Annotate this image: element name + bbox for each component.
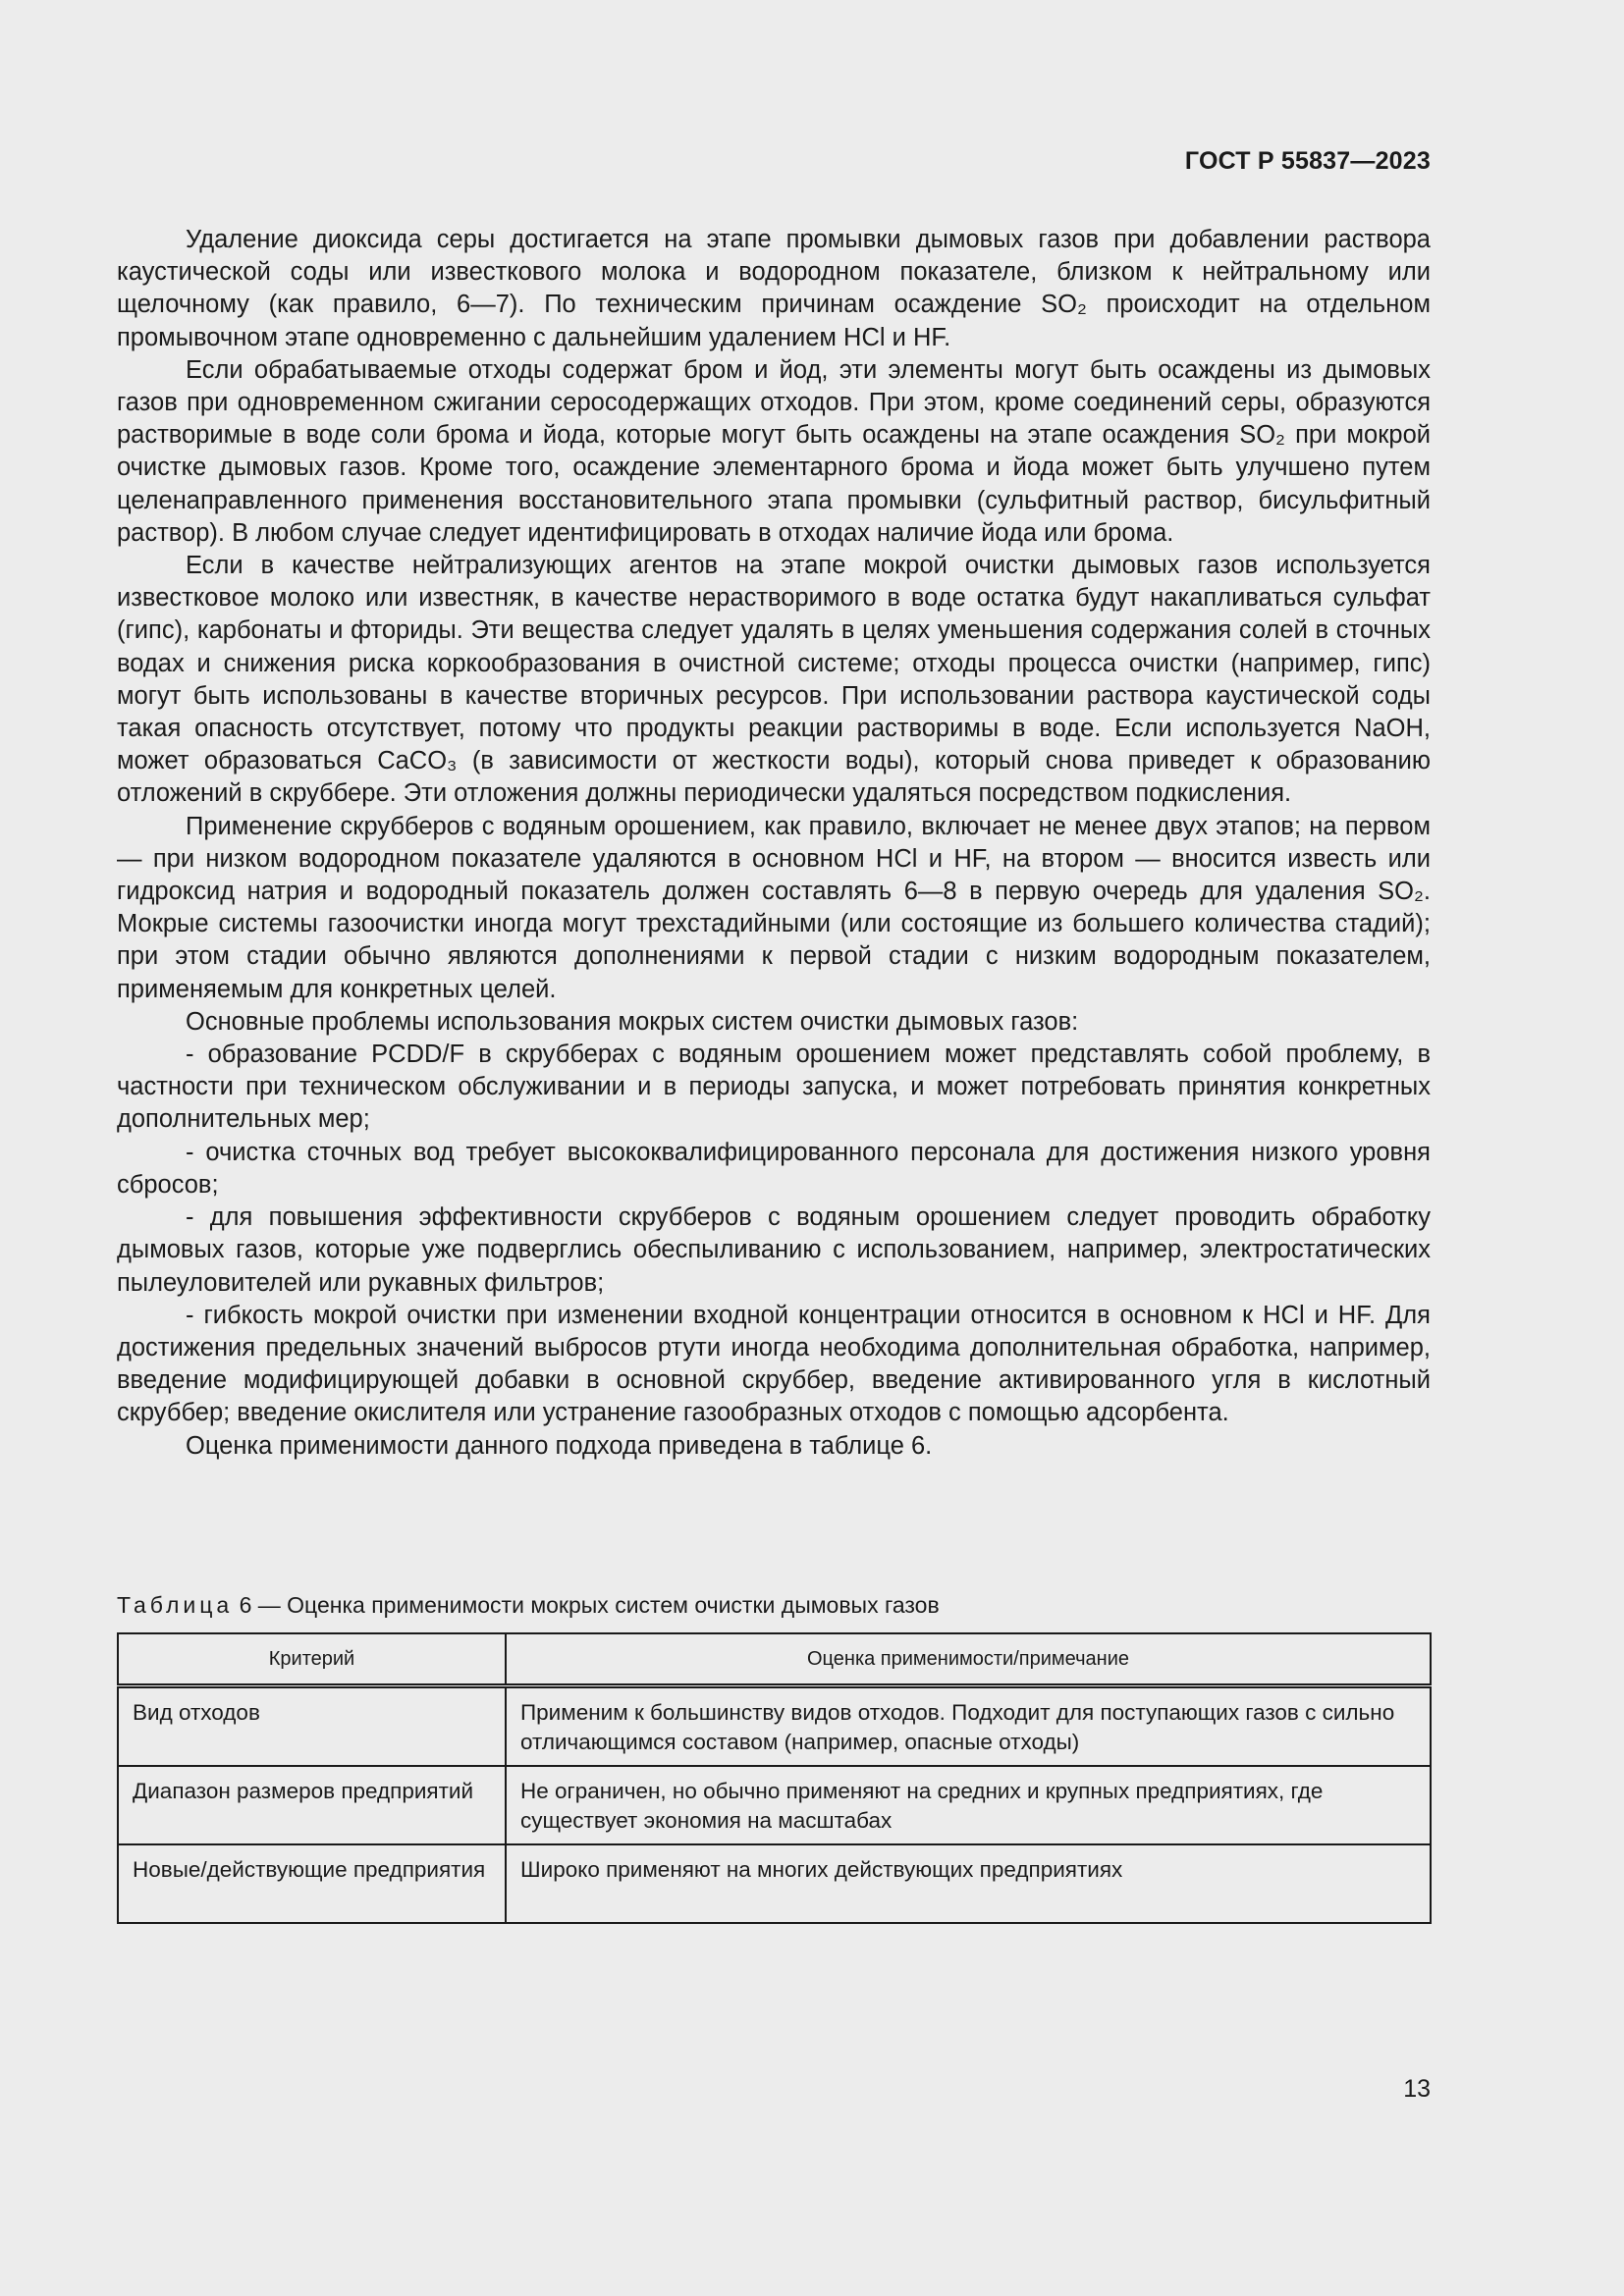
paragraph: Удаление диоксида серы достигается на этапе промывки дымовых газов при добавлении раствора каустической соды или известкового молока и водородном показателе, близком к нейтральному или щелочному (как правило, 6—7). По техническим причинам осаждение SO₂ происходит на отдельном промывочном этапе одновременно с дальнейшим удалением HCl и HF. (117, 226, 1431, 351)
table-cell: Новые/действующие предприятия (118, 1844, 506, 1923)
document-id: ГОСТ Р 55837—2023 (1184, 147, 1431, 175)
paragraph: Оценка применимости данного подхода приведена в таблице 6. (186, 1431, 933, 1460)
table-cell: Вид отходов (118, 1686, 506, 1767)
list-item: - для повышения эффективности скрубберов с водяным орошением следует проводить обработку дымовых газов, которые уже подверглись обеспыливанию с использованием, например, электростатических пылеуловителей или рукавных фильтров; (117, 1203, 1431, 1297)
list-item: - очистка сточных вод требует высококвалифицированного персонала для достижения низкого уровня сбросов; (117, 1138, 1431, 1199)
table-caption (117, 1590, 940, 1620)
table-caption-label: Таблица (117, 1592, 234, 1618)
list-item: - гибкость мокрой очистки при изменении входной концентрации относится в основном к HCl и HF. Для достижения предельных значений выбросов ртути иногда необходима дополнительная обработка, например, введение модифицирующей добавки в основной скруббер, введение активированного угля в кислотный скруббер; введение окислителя или устранение газообразных отходов с помощью адсорбента. (117, 1301, 1431, 1427)
table-row (118, 1686, 1431, 1767)
applicability-table (117, 1632, 1432, 1924)
paragraph: Если обрабатываемые отходы содержат бром и йод, эти элементы могут быть осаждены из дымовых газов при одновременном сжигании серосодержащих отходов. При этом, кроме соединений серы, образуются растворимые в воде соли брома и йода, которые могут быть осаждены на этапе осаждения SO₂ при мокрой очистке дымовых газов. Кроме того, осаждение элементарного брома и йода может быть улучшено путем целенаправленного применения восстановительного этапа промывки (сульфитный раствор, бисульфитный раствор). В любом случае следует идентифицировать в отходах наличие йода или брома. (117, 355, 1431, 547)
paragraph: Если в качестве нейтрализующих агентов на этапе мокрой очистки дымовых газов используется известковое молоко или известняк, в качестве нерастворимого в воде остатка будут накапливаться сульфат (гипс), карбонаты и фториды. Эти вещества следует удалять в целях уменьшения содержания солей в сточных водах и снижения риска коркообразования в очистной системе; отходы процесса очистки (например, гипс) могут быть использованы в качестве вторичных ресурсов. При использовании раствора каустической соды такая опасность отсутствует, потому что продукты реакции растворимы в воде. Если используется NaOH, может образоваться CaCO₃ (в зависимости от жесткости воды), который снова приведет к образованию отложений в скруббере. Эти отложения должны периодически удаляться посредством подкисления. (117, 552, 1431, 808)
table-cell: Широко применяют на многих действующих предприятиях (506, 1844, 1431, 1923)
header-assessment: Оценка применимости/примечание (506, 1633, 1431, 1686)
page-number: 13 (1403, 2075, 1431, 2103)
header-criterion: Критерий (118, 1633, 506, 1686)
table-header-row (118, 1633, 1431, 1686)
table-cell: Не ограничен, но обычно применяют на средних и крупных предприятиях, где существует экономия на масштабах (506, 1766, 1431, 1844)
table-cell: Применим к большинству видов отходов. Подходит для поступающих газов с сильно отличающимся составом (например, опасные отходы) (506, 1686, 1431, 1767)
paragraph: Основные проблемы использования мокрых систем очистки дымовых газов: (186, 1007, 1079, 1036)
paragraph: Применение скрубберов с водяным орошением, как правило, включает не менее двух этапов; на первом — при низком водородном показателе удаляются в основном HCl и HF, на втором — вносится известь или гидроксид натрия и водородный показатель должен составлять 6—8 в первую очередь для удаления SO₂. Мокрые системы газоочистки иногда могут трехстадийными (или состоящие из большего количества стадий); при этом стадии обычно являются дополнениями к первой стадии с низким водородным показателем, применяемым для конкретных целей. (117, 812, 1431, 1003)
table-row (118, 1844, 1431, 1923)
table-caption-text: 6 — Оценка применимости мокрых систем очистки дымовых газов (239, 1592, 940, 1618)
table-row (118, 1766, 1431, 1844)
body-text (117, 224, 1431, 1463)
list-item: - образование PCDD/F в скрубберах с водяным орошением может представлять собой проблему, в частности при техническом обслуживании и в периоды запуска, и может потребовать принятия конкретных дополнительных мер; (117, 1041, 1431, 1134)
table-cell: Диапазон размеров предприятий (118, 1766, 506, 1844)
